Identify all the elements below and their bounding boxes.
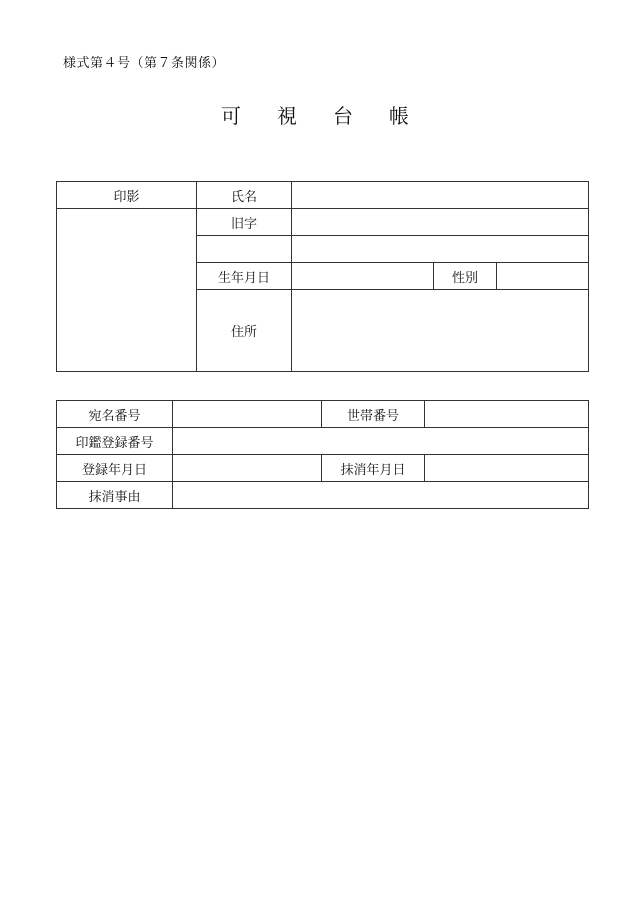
registration-info-table [56, 400, 589, 509]
address-label: 住所 [197, 290, 292, 372]
sex-label: 性別 [434, 263, 497, 290]
name-label: 氏名 [197, 182, 292, 209]
deletion-reason-field[interactable] [173, 482, 589, 509]
address-number-field[interactable] [173, 401, 322, 428]
address-field[interactable] [292, 290, 589, 372]
deletion-date-label: 抹消年月日 [322, 455, 425, 482]
title-char: 可 [221, 104, 241, 128]
seal-image-label: 印影 [57, 182, 197, 209]
form-number: 様式第４号（第７条関係） [63, 56, 226, 71]
registration-date-label: 登録年月日 [57, 455, 173, 482]
seal-registration-number-field[interactable] [173, 428, 589, 455]
name-field[interactable] [292, 182, 589, 209]
document-title [0, 100, 630, 129]
birthdate-label: 生年月日 [197, 263, 292, 290]
seal-image-field[interactable] [57, 209, 197, 372]
address-number-label: 宛名番号 [57, 401, 173, 428]
sex-field[interactable] [497, 263, 589, 290]
birthdate-field[interactable] [292, 263, 434, 290]
title-char: 視 [277, 104, 297, 128]
blank-label-cell [197, 236, 292, 263]
seal-registration-number-label: 印鑑登録番号 [57, 428, 173, 455]
blank-field[interactable] [292, 236, 589, 263]
deletion-reason-label: 抹消事由 [57, 482, 173, 509]
registration-date-field[interactable] [173, 455, 322, 482]
household-number-field[interactable] [425, 401, 589, 428]
title-char: 帳 [389, 104, 409, 128]
former-surname-field[interactable] [292, 209, 589, 236]
title-char: 台 [333, 104, 353, 128]
former-surname-label: 旧字 [197, 209, 292, 236]
deletion-date-field[interactable] [425, 455, 589, 482]
household-number-label: 世帯番号 [322, 401, 425, 428]
personal-info-table [56, 181, 589, 372]
